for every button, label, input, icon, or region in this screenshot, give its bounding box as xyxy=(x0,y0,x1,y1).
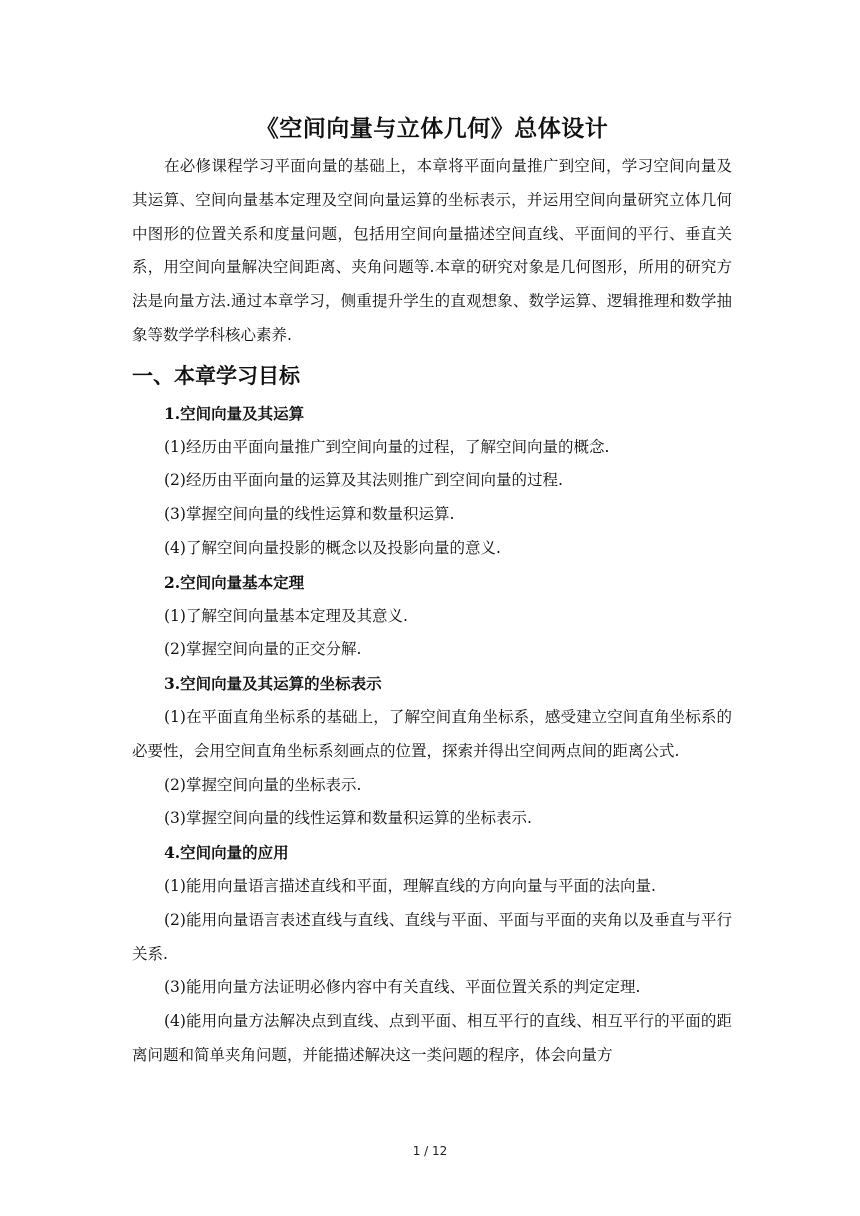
goal-item: (4)了解空间向量投影的概念以及投影向量的意义. xyxy=(164,538,501,557)
subheading-coordinate-representation: 3.空间向量及其运算的坐标表示 xyxy=(164,674,382,694)
goal-item: (2)能用向量语言表述直线与直线、直线与平面、平面与平面的夹角以及垂直与平行关系. xyxy=(132,910,732,963)
goal-item: (3)能用向量方法证明必修内容中有关直线、平面位置关系的判定定理. xyxy=(164,978,641,997)
subheading-vector-operations: 1.空间向量及其运算 xyxy=(164,403,305,423)
goal-item: (4)能用向量方法解决点到直线、点到平面、相互平行的直线、相互平行的平面的距离问题和简单夹角问题，并能描述解决这一类问题的程序，体会向量方 xyxy=(132,1012,732,1064)
goal-item: (1)了解空间向量基本定理及其意义. xyxy=(164,606,408,625)
goal-item: (1)能用向量语言描述直线和平面，理解直线的方向向量与平面的法向量. xyxy=(164,876,656,895)
goal-item: (2)掌握空间向量的坐标表示. xyxy=(164,775,362,794)
document-title: 《空间向量与立体几何》总体设计 xyxy=(255,116,609,142)
subheading-basic-theorem: 2.空间向量基本定理 xyxy=(164,572,305,592)
goal-item: (3)掌握空间向量的线性运算和数量积运算. xyxy=(164,505,455,524)
subheading-applications: 4.空间向量的应用 xyxy=(164,843,289,863)
document-body xyxy=(132,112,732,1073)
goal-item: (1)经历由平面向量推广到空间向量的过程，了解空间向量的概念. xyxy=(164,437,610,456)
goal-item: (3)掌握空间向量的线性运算和数量积运算的坐标表示. xyxy=(164,809,532,828)
goal-item: (2)经历由平面向量的运算及其法则推广到空间向量的过程. xyxy=(164,471,563,490)
section-heading-goals: 一、本章学习目标 xyxy=(132,363,300,388)
intro-paragraph: 在必修课程学习平面向量的基础上，本章将平面向量推广到空间，学习空间向量及其运算、空间向量基本定理及空间向量运算的坐标表示，并运用空间向量研究立体几何中图形的位置关系和度量问题，包括用空间向量描述空间直线、平面间的平行、垂直关系，用空间向量解决空间距离、夹角问题等.本章的研究对象是几何图形，所用的研究方法是向量方法.通过本章学习，侧重提升学生的直观想象、数学运算、逻辑推理和数学抽象等数学学科核心素养. xyxy=(132,157,732,344)
goal-item: (2)掌握空间向量的正交分解. xyxy=(164,640,362,659)
goal-item: (1)在平面直角坐标系的基础上，了解空间直角坐标系，感受建立空间直角坐标系的必要性，会用空间直角坐标系刻画点的位置，探索并得出空间两点间的距离公式. xyxy=(132,707,732,760)
page-indicator: 1 / 12 xyxy=(412,1144,448,1158)
